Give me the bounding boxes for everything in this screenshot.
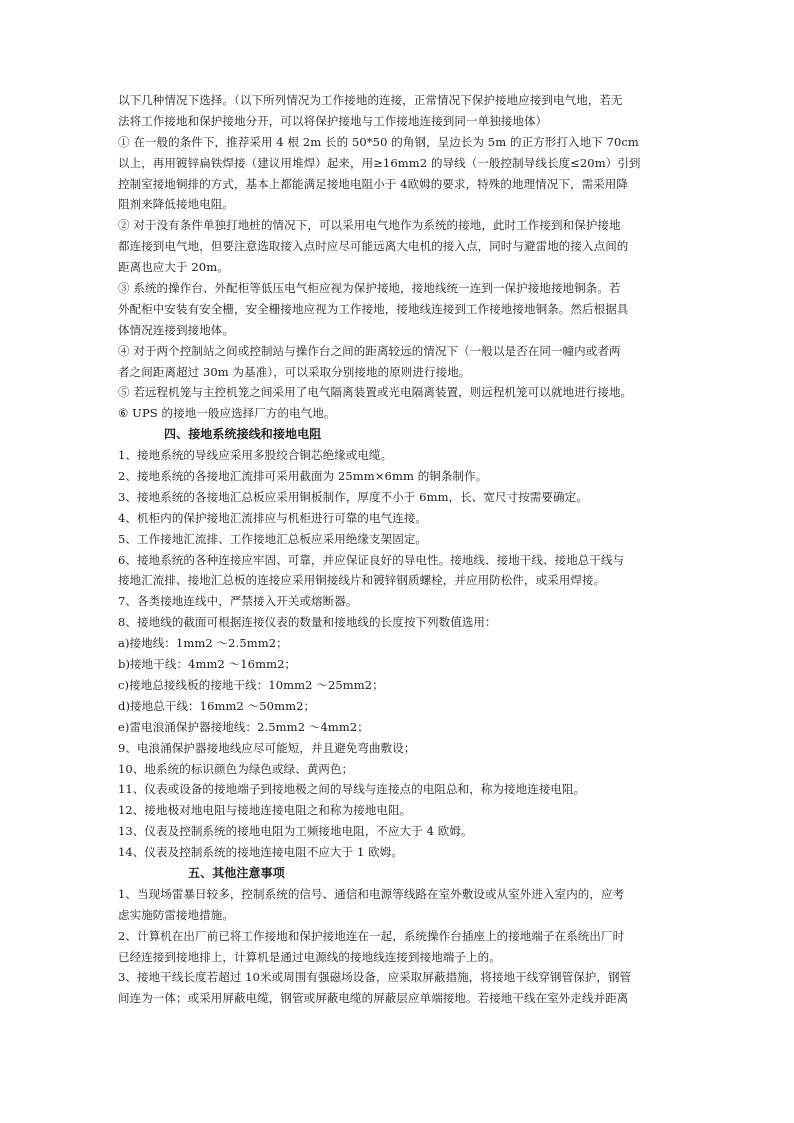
numbered-item: 3、接地干线长度若超过 10米或周围有强磁场设备，应采取屏蔽措施，将接地干线穿钢管保护，钢管 — [118, 970, 632, 985]
numbered-item: 6、接地系统的各种连接应牢固、可靠，并应保证良好的导电性。接地线、接地干线、接地总干线与 — [118, 552, 625, 567]
section-heading-5: 五、其他注意事项 — [188, 865, 285, 880]
list-item-6: ⑥ UPS 的接地一般应选择厂方的电气地。 — [118, 406, 336, 421]
body-line: 外配柜中安装有安全栅，安全栅接地应视为工作接地，接地线连接到工作接地接地铜条。然后根据具 — [118, 301, 629, 316]
body-line: 体情况连接到接地体。 — [118, 322, 234, 337]
list-item-2: ② 对于没有条件单独打地桩的情况下，可以采用电气地作为系统的接地，此时工作接到和保护接地 — [118, 218, 621, 233]
sub-item: a)接地线：1mm2 ～2.5mm2； — [118, 636, 288, 651]
numbered-item: 5、工作接地汇流排、工作接地汇总板应采用绝缘支架固定。 — [118, 531, 428, 546]
sub-item: d)接地总干线：16mm2 ～50mm2； — [118, 698, 316, 713]
sub-item: b)接地干线：4mm2 ～16mm2； — [118, 657, 297, 672]
body-line: 接地汇流排、接地汇总板的连接应采用铜接线片和镀锌钢质螺栓，并应用防松件，或采用焊接。 — [118, 573, 606, 588]
numbered-item: 8、接地线的截面可根据连接仪表的数量和接地线的长度按下列数值选用： — [118, 615, 497, 630]
body-line: 控制室接地铜排的方式，基本上都能满足接地电阻小于 4欧姆的要求，特殊的地理情况下，需采用降 — [118, 176, 628, 191]
body-line: 都连接到电气地，但要注意选取接入点时应尽可能远离大电机的接入点，同时与避雷地的接入点间的 — [118, 239, 629, 254]
list-item-4: ④ 对于两个控制站之间或控制站与操作台之间的距离较远的情况下（一般以是否在同一幢内或者两 — [118, 343, 621, 358]
numbered-item: 7、各类接地连线中，严禁接入开关或熔断器。 — [118, 594, 358, 609]
body-line: 法将工作接地和保护接地分开，可以将保护接地与工作接地连接到同一单独接地体） — [118, 113, 548, 128]
list-item-3: ③ 系统的操作台、外配柜等低压电气柜应视为保护接地，接地线统一连到一保护接地接地铜条。若 — [118, 281, 621, 296]
numbered-item: 4、机柜内的保护接地汇流排应与机柜进行可靠的电气连接。 — [118, 510, 428, 525]
body-line: 已经连接到接地排上，计算机是通过电源线的接地线连接到接地端子上的。 — [118, 949, 501, 964]
numbered-item: 2、计算机在出厂前已将工作接地和保护接地连在一起，系统操作台插座上的接地端子在系统出厂时 — [118, 928, 625, 943]
numbered-item: 1、接地系统的导线应采用多股绞合铜芯绝缘或电缆。 — [118, 448, 393, 463]
numbered-item: 11、仪表或设备的接地端子到接地极之间的导线与连接点的电阻总和，称为接地连接电阻。 — [118, 782, 586, 797]
numbered-item: 2、接地系统的各接地汇流排可采用截面为 25mm×6mm 的铜条制作。 — [118, 469, 488, 484]
numbered-item: 13、仪表及控制系统的接地电阻为工频接地电阻，不应大于 4 欧姆。 — [118, 824, 473, 839]
body-line: 虑实施防雷接地措施。 — [118, 907, 234, 922]
document-page — [118, 90, 684, 1009]
list-item-5: ⑤ 若远程机笼与主控机笼之间采用了电气隔离装置或光电隔离装置，则远程机笼可以就地进行接地。 — [118, 385, 633, 400]
section-heading-4: 四、接地系统接线和接地电阻 — [164, 427, 322, 442]
sub-item: c)接地总接线板的接地干线：10mm2 ～25mm2； — [118, 677, 384, 692]
body-line: 者之间距离超过 30m 为基准），可以采取分别接地的原则进行接地。 — [118, 364, 471, 379]
numbered-item: 14、仪表及控制系统的接地连接电阻不应大于 1 欧姆。 — [118, 845, 403, 860]
body-line: 距离也应大于 20m。 — [118, 260, 229, 275]
body-line: 阻剂来降低接地电阻。 — [118, 197, 234, 212]
numbered-item: 10、地系统的标识颜色为绿色或绿、黄两色； — [118, 761, 354, 776]
sub-item: e)雷电浪涌保护器接地线：2.5mm2 ～4mm2； — [118, 719, 369, 734]
body-line: 以下几种情况下选择。（以下所列情况为工作接地的连接，正常情况下保护接地应接到电气地，若无 — [118, 93, 623, 107]
numbered-item: 3、接地系统的各接地汇总板应采用铜板制作，厚度不小于 6mm，长、宽尺寸按需要确定。 — [118, 489, 588, 504]
numbered-item: 1、当现场雷暴日较多，控制系统的信号、通信和电源等线路在室外敷设或从室外进入室内的，应考 — [118, 886, 625, 901]
numbered-item: 9、电浪涌保护器接地线应尽可能短，并且避免弯曲敷设； — [118, 740, 416, 755]
list-item-1: ① 在一般的条件下，推荐采用 4 根 2m 长的 50*50 的角钢，呈边长为 5m 的正方形打入地下 70cm — [118, 134, 639, 149]
numbered-item: 12、接地极对地电阻与接地连接电阻之和称为接地电阻。 — [118, 803, 412, 818]
body-line: 以上，再用镀锌扁铁焊接（建议用堆焊）起来，用≥16mm2 的导线（一般控制导线长度≤20m）引到 — [118, 155, 641, 170]
body-line: 间连为一体；或采用屏蔽电缆，钢管或屏蔽电缆的屏蔽层应单端接地。若接地干线在室外走线并距离 — [118, 991, 629, 1006]
